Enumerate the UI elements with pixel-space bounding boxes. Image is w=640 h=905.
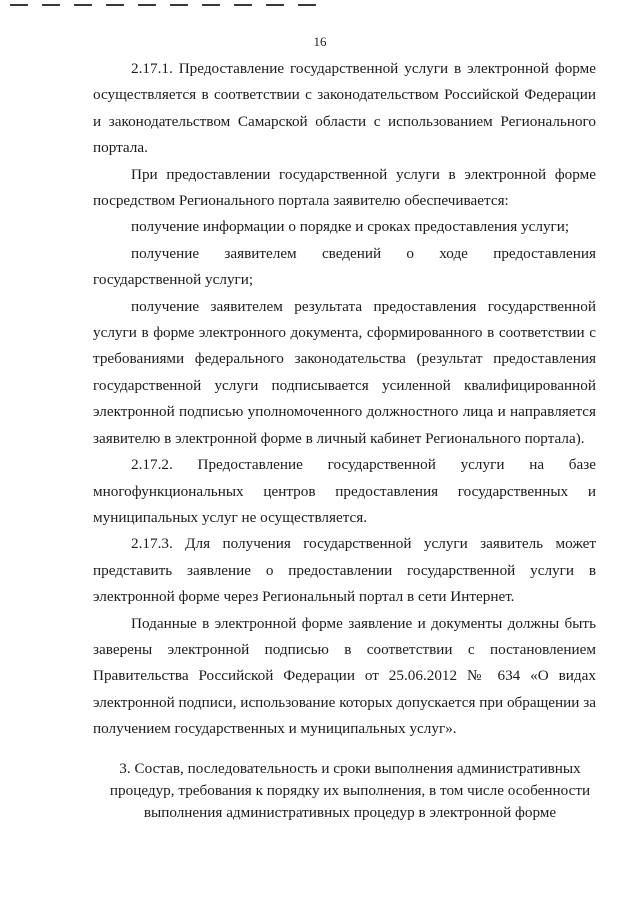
dash-mark [106, 4, 124, 6]
dash-mark [10, 4, 28, 6]
paragraph-signature-requirement: Поданные в электронной форме заявление и документы должны быть заверены электронной подписью в соответствии с постановлением Правительства Российской Федерации от 25.06.2012 № 634 «О видах электронной подписи, использование которых допускается при обращении за получением государственных и муниципальных услуг». [93, 614, 596, 738]
paragraph-info-receipt: получение информации о порядке и сроках предоставления услуги; [131, 218, 570, 236]
document-body [93, 56, 596, 743]
dash-mark [202, 4, 220, 6]
paragraph-progress-info: получение заявителем сведений о ходе предоставления государственной услуги; [93, 244, 596, 289]
dash-mark [138, 4, 156, 6]
paragraph-2-17-1: 2.17.1. Предоставление государственной услуги в электронной форме осуществляется в соответствии с законодательством Российской Федерации и законодательством Самарской области с использованием Регионального портала. [93, 60, 596, 157]
dash-mark [298, 4, 316, 6]
dash-mark [74, 4, 92, 6]
dash-mark [170, 4, 188, 6]
paragraph-2-17-2: 2.17.2. Предоставление государственной услуги на базе многофункциональных центров предоставления государственных и муниципальных услуг не осуществляется. [93, 456, 596, 526]
paragraph-result-receipt: получение заявителем результата предоставления государственной услуги в форме электронного документа, сформированного в соответствии с требованиями федерального законодательства (результат предоставления государственной услуги подписывается усиленной квалифицированной электронной подписью уполномоченного должностного лица и направляется заявителю в электронной форме в личный кабинет Регионального портала). [93, 297, 596, 447]
top-dash-line [10, 4, 316, 6]
paragraph-2-17-3: 2.17.3. Для получения государственной услуги заявитель может представить заявление о предоставлении государственной услуги в электронной форме через Региональный портал в сети Интернет. [93, 535, 596, 606]
dash-mark [234, 4, 252, 6]
paragraph-portal-provision: При предоставлении государственной услуги в электронной форме посредством Регионального портала заявителю обеспечивается: [93, 165, 596, 210]
section-heading: 3. Состав, последовательность и сроки выполнения административных процедур, требования к порядку их выполнения, в том числе особенности выполнения административных процедур в электронной форме [109, 760, 591, 821]
page-number: 16 [313, 34, 327, 49]
dash-mark [42, 4, 60, 6]
dash-mark [266, 4, 284, 6]
